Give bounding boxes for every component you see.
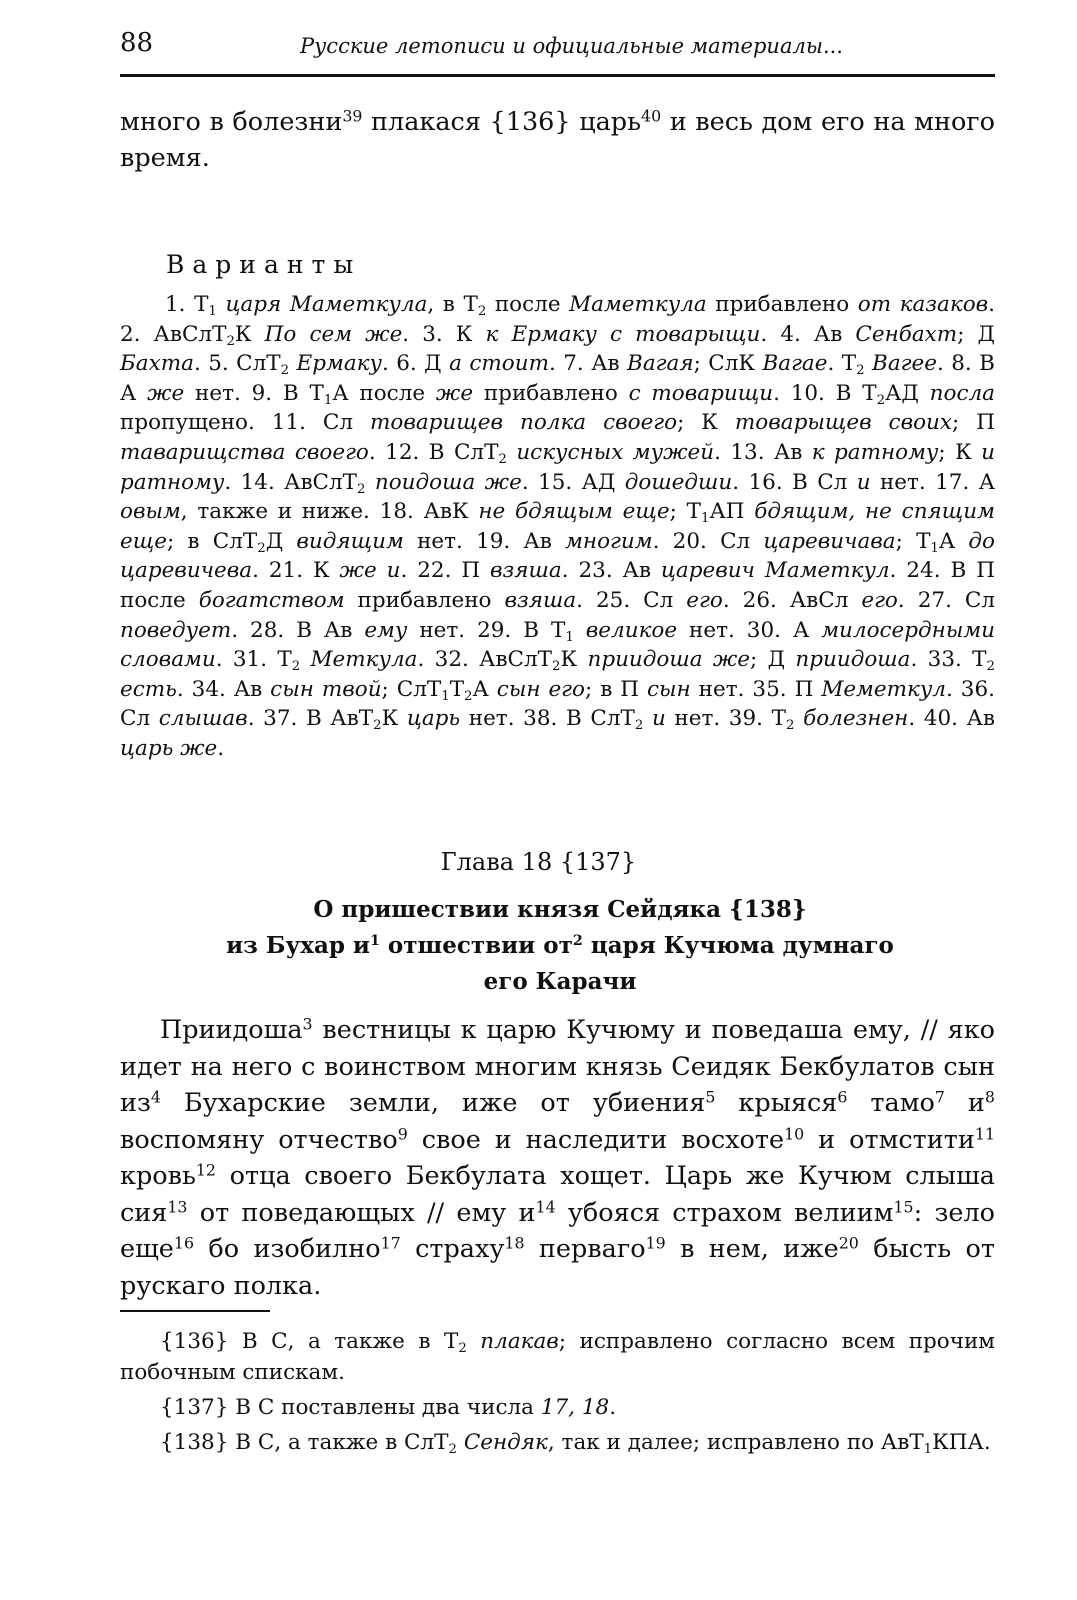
variant-reading: Бахта bbox=[120, 351, 194, 377]
variant-reading: Ермаку bbox=[296, 351, 382, 377]
subscript-index: 1 bbox=[923, 1441, 933, 1457]
subscript-index: 2 bbox=[876, 392, 886, 408]
variant-text: . bbox=[988, 292, 995, 317]
variant-text: ; в СлТ bbox=[166, 528, 258, 554]
body-text: перваго bbox=[524, 1234, 646, 1264]
page-number: 88 bbox=[120, 28, 154, 58]
footnote-text: {137} В С поставлены два числа bbox=[160, 1395, 541, 1420]
variant-text: нет. 30. А bbox=[677, 617, 822, 643]
subscript-index: 2 bbox=[257, 540, 266, 556]
variant-text: . 36. Сл bbox=[120, 676, 995, 732]
variant-text: ; Т bbox=[669, 499, 701, 525]
body-text: кровь bbox=[120, 1161, 196, 1191]
body-text: Бухарские земли, иже от убиения bbox=[160, 1088, 706, 1118]
variant-text: . 23. Ав bbox=[561, 558, 661, 584]
variant-text: . 10. В Т bbox=[773, 380, 877, 406]
body-text: в нем, иже bbox=[665, 1234, 839, 1264]
variant-reading: слышав bbox=[158, 706, 248, 732]
variant-text: . 33. Т bbox=[910, 647, 987, 673]
subscript-index: 2 bbox=[373, 718, 382, 734]
variant-reading: Вагее bbox=[872, 351, 937, 377]
note-ref: 6 bbox=[837, 1087, 848, 1107]
body-text: свое и наследити восхоте bbox=[407, 1124, 785, 1155]
heading-text: отшествии от bbox=[379, 932, 573, 959]
variant-reading: приидоша bbox=[795, 647, 911, 673]
variant-text: . 16. В Сл bbox=[732, 469, 857, 495]
variant-text: . 5. СлТ bbox=[193, 351, 281, 377]
variant-reading: же и bbox=[339, 558, 401, 584]
subscript-index: 2 bbox=[280, 363, 290, 379]
variant-text: нет. 35. П bbox=[690, 676, 822, 702]
note-ref: 4 bbox=[150, 1087, 161, 1107]
footnote-reading: 17, 18 bbox=[540, 1395, 610, 1420]
variant-reading: сем же bbox=[309, 321, 403, 347]
subscript-index: 2 bbox=[498, 451, 507, 467]
body-text: крыяся bbox=[715, 1088, 838, 1118]
subscript-index: 1 bbox=[565, 629, 574, 645]
variant-reading: и bbox=[651, 706, 666, 732]
variant-text: нет. 38. В СлТ bbox=[460, 706, 635, 732]
chapter-heading bbox=[180, 892, 940, 1000]
note-ref: 19 bbox=[645, 1233, 666, 1253]
note-ref: 18 bbox=[504, 1233, 525, 1253]
subscript-index: 2 bbox=[464, 688, 473, 704]
variant-text: , также и ниже. 18. АвК bbox=[180, 499, 479, 525]
variant-reading: дошедши bbox=[624, 469, 733, 495]
subscript-index: 2 bbox=[634, 718, 644, 734]
note-ref: 13 bbox=[167, 1196, 188, 1216]
variant-reading: товарищев полка своего bbox=[370, 410, 678, 436]
variant-text: ; в П bbox=[585, 676, 647, 702]
variant-reading: видящим bbox=[296, 528, 404, 554]
note-ref: 39 bbox=[342, 106, 363, 126]
variant-text: К bbox=[560, 647, 588, 673]
variant-text: Д bbox=[265, 528, 297, 554]
note-ref: 20 bbox=[838, 1233, 859, 1253]
body-text: : зело еще bbox=[120, 1197, 995, 1264]
variant-reading: болезнен bbox=[803, 706, 909, 732]
variant-reading: есть bbox=[120, 676, 177, 702]
body-text: воспомяну отчество bbox=[120, 1124, 398, 1155]
variant-reading: взяша bbox=[504, 587, 577, 613]
variant-text: . 7. Ав bbox=[548, 351, 628, 377]
note-ref: 15 bbox=[893, 1196, 914, 1216]
variant-reading: Маметкула bbox=[569, 292, 707, 317]
variant-text: после bbox=[486, 292, 570, 317]
variant-reading: сын его bbox=[496, 676, 585, 702]
variant-reading: Вагая bbox=[627, 351, 694, 377]
footnote-reading: Сендяк bbox=[463, 1430, 548, 1455]
chapter-body bbox=[120, 1012, 995, 1304]
variant-text: . 31. Т bbox=[215, 647, 292, 673]
subscript-index: 2 bbox=[357, 481, 366, 497]
variants-list bbox=[120, 290, 995, 764]
variant-text: нет. 29. В Т bbox=[407, 617, 566, 643]
variant-text bbox=[643, 706, 652, 731]
subscript-index: 2 bbox=[448, 1441, 457, 1457]
variant-text: . 22. П bbox=[400, 558, 491, 584]
chapter-label: Глава 18 {137} bbox=[440, 848, 637, 876]
variant-reading: Меметкул bbox=[821, 676, 946, 702]
body-text: бо изобилно bbox=[194, 1234, 381, 1264]
variant-text: АД bbox=[885, 380, 930, 406]
footnote-text bbox=[457, 1430, 464, 1455]
variant-reading: к Ермаку с товарыщи bbox=[485, 321, 761, 347]
variant-text: . 24. В П после bbox=[120, 558, 995, 613]
body-text: и bbox=[944, 1088, 985, 1118]
footnote-text: КПА. bbox=[932, 1430, 991, 1455]
subscript-index: 1 bbox=[441, 688, 450, 704]
variant-text: ; К bbox=[677, 410, 735, 436]
variant-text: . 20. Сл bbox=[652, 528, 764, 554]
variant-reading: сын bbox=[647, 676, 691, 702]
footnote-text: . bbox=[609, 1395, 617, 1420]
variant-text: . 4. Ав bbox=[760, 321, 856, 347]
variant-text: А bbox=[472, 676, 497, 702]
body-text: бысть от рускаго полка. bbox=[120, 1234, 995, 1301]
footnote bbox=[120, 1427, 995, 1458]
footnote-rule bbox=[120, 1310, 270, 1312]
variant-text: 2. АвСлТ bbox=[120, 321, 227, 347]
variant-text bbox=[574, 618, 586, 643]
variants-title: Варианты bbox=[166, 250, 362, 279]
variant-reading: милосердными словами bbox=[120, 617, 996, 673]
subscript-index: 2 bbox=[226, 333, 235, 349]
heading-line: его Карачи bbox=[483, 968, 637, 995]
variant-text: К bbox=[381, 706, 407, 732]
footnote bbox=[120, 1392, 995, 1423]
variant-reading: и ратному bbox=[120, 439, 995, 495]
variant-text: . 26. АвСл bbox=[722, 587, 862, 613]
note-ref: 14 bbox=[535, 1196, 556, 1216]
variant-reading: товарыщев своих bbox=[734, 410, 953, 436]
variant-text: АП bbox=[709, 499, 755, 525]
variant-reading: великое bbox=[585, 617, 678, 643]
subscript-index: 1 bbox=[930, 540, 939, 556]
note-ref: 17 bbox=[380, 1233, 401, 1253]
subscript-index: 2 bbox=[986, 659, 995, 675]
variant-text: . 6. Д bbox=[381, 351, 450, 377]
note-ref: 7 bbox=[934, 1087, 945, 1107]
variant-text: ; СлТ bbox=[381, 676, 442, 702]
footnote bbox=[120, 1326, 995, 1388]
body-text: отца своего Бекбулата хощет. Царь же Кучюм слыша сия bbox=[120, 1161, 995, 1228]
variant-reading: взяша bbox=[490, 558, 562, 584]
note-ref: 40 bbox=[641, 106, 662, 126]
variant-reading: таварищства своего bbox=[120, 439, 369, 465]
subscript-index: 2 bbox=[552, 659, 561, 675]
body-text: страху bbox=[400, 1234, 505, 1264]
variant-reading: царя Маметкула bbox=[225, 292, 428, 317]
variant-text: ; П bbox=[952, 410, 995, 436]
subscript-index: 2 bbox=[291, 659, 301, 675]
variant-text: А bbox=[938, 528, 969, 554]
variant-reading: Сенбахт bbox=[855, 321, 958, 347]
note-ref: 3 bbox=[302, 1014, 313, 1034]
footnotes bbox=[120, 1326, 995, 1462]
variant-reading: Вагае bbox=[762, 351, 828, 377]
variant-reading: его bbox=[861, 587, 898, 613]
variant-reading: поведует bbox=[120, 617, 232, 643]
variant-text: . bbox=[936, 351, 944, 377]
variant-reading: По bbox=[264, 321, 297, 347]
variant-reading: царевичава bbox=[763, 528, 896, 554]
variant-text: . 13. Ав bbox=[714, 439, 812, 465]
variant-text bbox=[289, 351, 296, 376]
variant-text: нет. bbox=[870, 469, 926, 495]
variant-text: пропущено. 11. Сл bbox=[120, 410, 370, 436]
variant-reading: же bbox=[435, 380, 474, 406]
variant-text: ; К bbox=[938, 439, 982, 465]
variant-text: . 40. Ав bbox=[908, 706, 995, 732]
note-ref: 12 bbox=[195, 1160, 216, 1180]
body-text: убояся страхом велиим bbox=[555, 1197, 894, 1228]
variant-text: . bbox=[217, 735, 225, 761]
variant-text: нет. 39. Т bbox=[665, 706, 786, 732]
footnote-text: {138} В С, а также в СлТ bbox=[160, 1430, 449, 1455]
variant-text: . 14. АвСлТ bbox=[224, 469, 357, 495]
note-ref: 10 bbox=[784, 1123, 805, 1143]
body-text: тамо bbox=[847, 1088, 935, 1118]
variant-reading: его bbox=[686, 587, 723, 613]
footnote-text bbox=[467, 1329, 481, 1354]
variant-text: ; Д bbox=[957, 321, 995, 347]
note-ref: 2 bbox=[572, 933, 583, 950]
footnote-text: , так и далее; исправлено по АвТ bbox=[547, 1430, 924, 1455]
subscript-index: 2 bbox=[785, 718, 795, 734]
variant-reading: поидоша же bbox=[374, 469, 522, 495]
heading-text: царя Кучюма думнаго bbox=[582, 932, 894, 959]
text-run: много в болезни bbox=[120, 107, 343, 137]
variant-reading: с товарищи bbox=[628, 380, 774, 406]
variant-text: . 25. Сл bbox=[576, 587, 687, 613]
variant-text bbox=[794, 706, 803, 731]
text-run: плакася {136} царь bbox=[362, 107, 642, 137]
variant-reading: царь же bbox=[120, 735, 218, 761]
note-ref: 11 bbox=[974, 1123, 996, 1143]
footnote-text: ; исправлено согласно всем прочим побочным спискам. bbox=[120, 1329, 995, 1385]
variant-text: ; Д bbox=[750, 647, 796, 673]
variant-text: , в Т bbox=[427, 292, 478, 317]
variant-reading: а стоит bbox=[449, 351, 549, 377]
variant-text: . Т bbox=[827, 351, 857, 377]
variant-text bbox=[300, 647, 310, 672]
body-text: и отмстити bbox=[804, 1124, 975, 1155]
note-ref: 8 bbox=[984, 1087, 995, 1107]
variant-text: . 21. К bbox=[252, 558, 340, 584]
variant-reading: многим bbox=[565, 528, 653, 554]
running-title: Русские летописи и официальные материалы... bbox=[300, 34, 843, 58]
variant-reading: овым bbox=[120, 499, 181, 525]
variant-reading: царевич Маметкул bbox=[660, 558, 890, 584]
variant-text: прибавлено bbox=[473, 380, 629, 406]
note-ref: 5 bbox=[705, 1087, 716, 1107]
variant-reading: царь bbox=[406, 706, 461, 732]
variant-text: ; Т bbox=[895, 528, 931, 554]
variant-text: ; СлК bbox=[693, 351, 763, 377]
subscript-index: 2 bbox=[477, 303, 487, 319]
variant-text: прибавлено bbox=[706, 292, 858, 317]
variant-text: . 3. К bbox=[402, 321, 486, 347]
footnote-reading: плакав bbox=[480, 1329, 559, 1354]
body-text: Приидоша bbox=[160, 1015, 303, 1045]
variant-reading: ему bbox=[364, 617, 408, 643]
variant-reading: искусных мужей bbox=[516, 439, 715, 465]
variant-text: . 37. В АвТ bbox=[247, 706, 374, 732]
variant-text: К bbox=[234, 321, 265, 347]
variant-reading: Меткула bbox=[310, 647, 418, 673]
variant-text: А после bbox=[332, 380, 436, 406]
variant-text bbox=[365, 470, 374, 495]
variant-text: . 15. АД bbox=[521, 469, 625, 495]
variant-text: . 12. В СлТ bbox=[368, 439, 499, 465]
variant-text bbox=[865, 351, 872, 376]
variant-reading: не бдящым еще bbox=[478, 499, 670, 525]
variant-text: нет. 19. Ав bbox=[403, 528, 566, 554]
variant-text bbox=[296, 322, 309, 347]
note-ref: 1 bbox=[370, 933, 380, 950]
body-text: от поведающых // ему и bbox=[187, 1197, 536, 1228]
variant-text: . 32. АвСлТ bbox=[417, 647, 553, 673]
variant-reading: богатством bbox=[198, 587, 345, 613]
variant-reading: и bbox=[856, 469, 871, 495]
variant-reading: бдящим, не спящим еще bbox=[120, 499, 995, 554]
variant-text: 17. А bbox=[925, 469, 995, 495]
variant-reading: от казаков bbox=[857, 292, 989, 317]
variant-text: нет. 9. В Т bbox=[184, 380, 324, 406]
variant-text: прибавлено bbox=[344, 587, 505, 613]
heading-line: О пришествии князя Сейдяка {138} bbox=[313, 896, 807, 923]
variant-text: . 34. Ав bbox=[176, 676, 271, 702]
page-header bbox=[120, 28, 990, 72]
variant-reading: же bbox=[147, 380, 185, 406]
variant-reading: до царевичева bbox=[120, 528, 995, 584]
variant-text: . 28. В Ав bbox=[231, 617, 365, 643]
variant-reading: сын твой bbox=[270, 676, 382, 702]
subscript-index: 2 bbox=[458, 1340, 467, 1356]
variant-text: 1. Т bbox=[165, 292, 209, 317]
variant-text: . 27. Сл bbox=[897, 587, 996, 613]
subscript-index: 1 bbox=[208, 303, 217, 319]
continued-paragraph bbox=[120, 104, 995, 176]
variant-text: Т bbox=[449, 676, 465, 702]
note-ref: 9 bbox=[397, 1123, 408, 1143]
subscript-index: 2 bbox=[856, 363, 865, 379]
variant-text: 8. В А bbox=[120, 351, 995, 406]
footnote-text: {136} В С, а также в Т bbox=[160, 1329, 459, 1354]
variant-text bbox=[507, 440, 516, 465]
subscript-index: 1 bbox=[700, 511, 710, 527]
text-run: и весь дом его на много время. bbox=[120, 107, 996, 173]
body-text: вестницы к царю Кучюму и поведаша ему, // яко идет на него с воинством многим князь Сеидяк Бекбулатов сын из bbox=[120, 1015, 995, 1118]
heading-text: из Бухар и bbox=[226, 932, 370, 959]
subscript-index: 1 bbox=[323, 392, 333, 408]
variant-reading: к ратному bbox=[811, 439, 939, 465]
header-rule bbox=[120, 74, 995, 77]
note-ref: 16 bbox=[173, 1233, 194, 1253]
variant-reading: посла bbox=[929, 380, 995, 406]
variant-reading: приидоша же bbox=[587, 647, 751, 673]
